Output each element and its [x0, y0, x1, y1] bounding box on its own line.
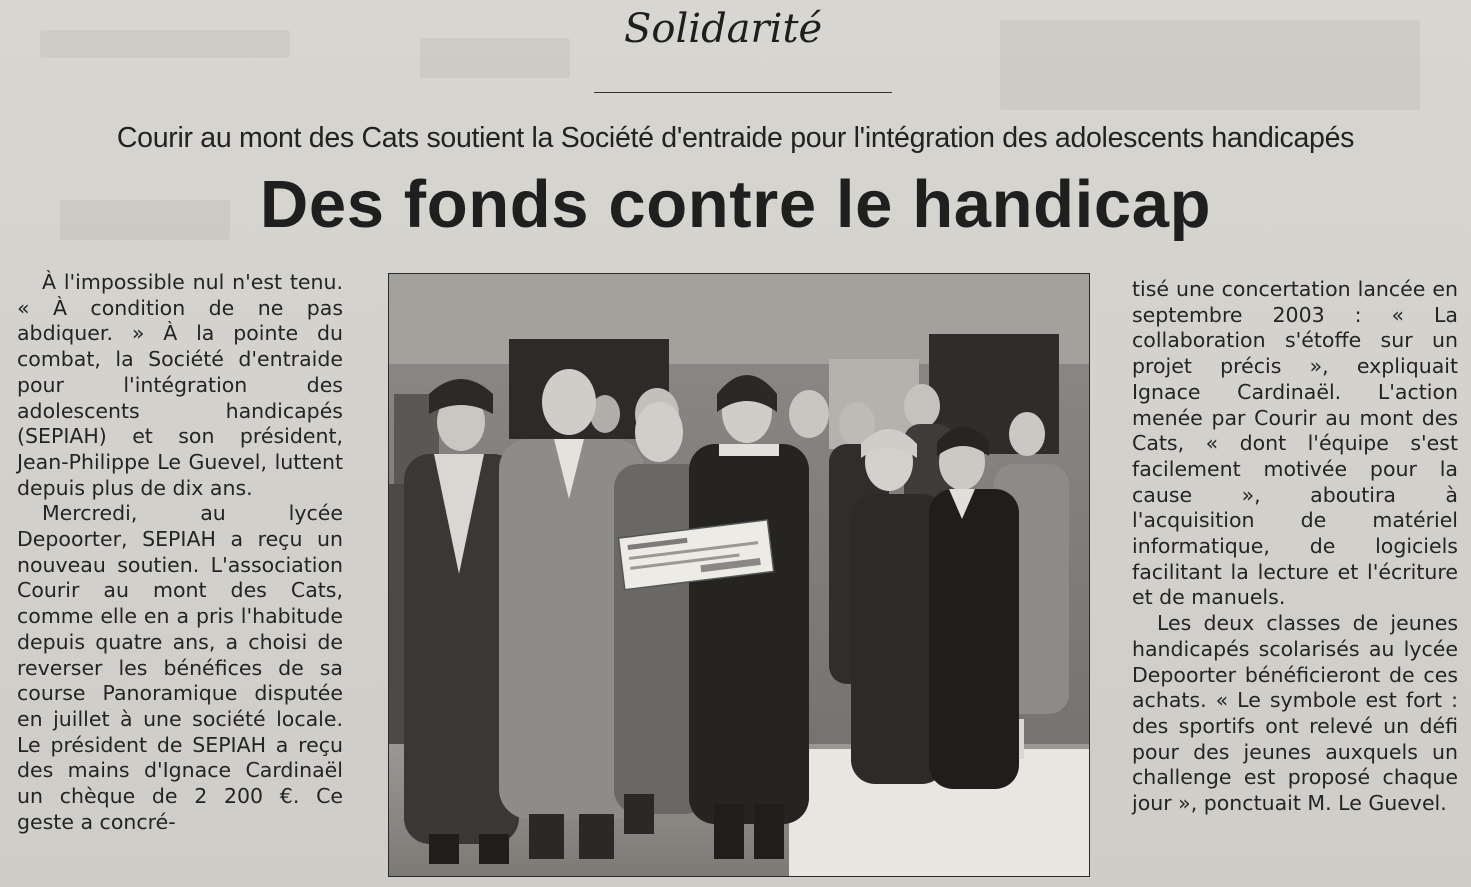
- section-rubric: [594, 0, 892, 93]
- article-headline: Des fonds contre le handicap: [259, 167, 1212, 242]
- article-photo: [388, 273, 1090, 877]
- article-right-column: [1132, 277, 1458, 817]
- article-left-column: [17, 270, 343, 835]
- bleed-through-texture: [1000, 20, 1420, 110]
- group-photo-cheque-presentation-icon: [389, 274, 1089, 876]
- article-paragraph: tisé une concertation lancée en septembre 2003 : « La collaboration s'étoffe sur un projet précis », expliquait Ignace Cardinaël. L'action menée par Courir au mont des Cats, « dont l'équipe s'est facilement motivée pour la cause », aboutira à l'acquisition de matériel informatique, de logiciels facilitant la lecture et l'écriture et de manuels.: [1132, 277, 1458, 610]
- article-paragraph: Les deux classes de jeunes handicapés scolarisés au lycée Depoorter bénéficieront de ces achats. « Le symbole est fort : des sportifs ont relevé un défi pour des jeunes auxquels un challenge est proposé chaque jour », ponctuait M. Le Guevel.: [1132, 611, 1458, 816]
- article-paragraph: À l'impossible nul n'est tenu. « À condition de ne pas abdiquer. » À la pointe du combat, la Société d'entraide pour l'intégration des adolescents handicapés (SEPIAH) et son président, Jean-Philippe Le Guevel, luttent depuis plus de dix ans.: [17, 270, 343, 500]
- section-title: Solidarité: [624, 6, 823, 52]
- article-paragraph: Mercredi, au lycée Depoorter, SEPIAH a reçu un nouveau soutien. L'association Courir au mont des Cats, comme elle en a pris l'habitude depuis quatre ans, a choisi de reverser les bénéfices de sa course Panoramique disputée en juillet à une société locale. Le président de SEPIAH a reçu des mains d'Ignace Cardinaël un chèque de 2 200 €. Ce geste a concré-: [17, 501, 343, 834]
- bleed-through-texture: [420, 38, 570, 78]
- bleed-through-texture: [40, 30, 290, 58]
- article-kicker: Courir au mont des Cats soutient la Société d'entraide pour l'intégration des adolescents handicapés: [116, 122, 1355, 154]
